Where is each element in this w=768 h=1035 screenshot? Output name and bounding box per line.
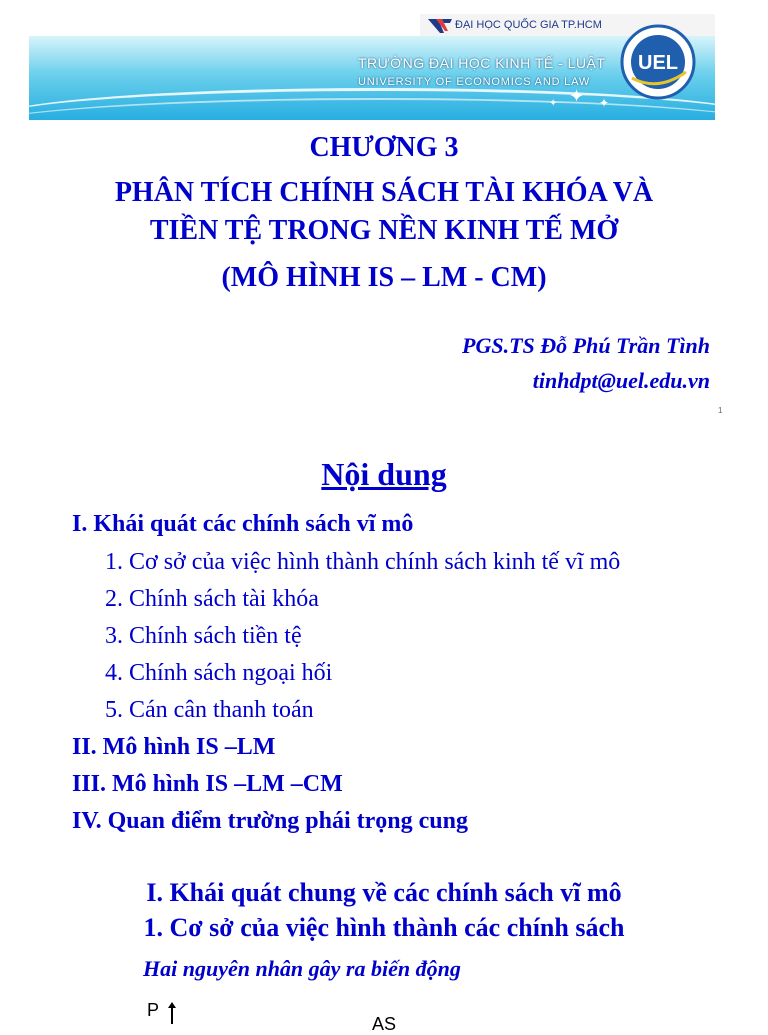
author-name: PGS.TS Đỗ Phú Trần Tình: [462, 333, 710, 358]
toc-item: 1. Cơ sở của việc hình thành chính sách kinh tế vĩ mô: [105, 549, 621, 575]
toc-item: IV. Quan điểm trường phái trọng cung: [72, 808, 468, 834]
toc-item: II. Mô hình IS –LM: [72, 734, 276, 760]
page-number: 1: [718, 406, 723, 415]
star-icon: ✦: [569, 86, 585, 106]
section-heading: I. Khái quát chung về các chính sách vĩ mô: [146, 878, 622, 907]
toc-item: III. Mô hình IS –LM –CM: [72, 771, 343, 797]
toc-item: 4. Chính sách ngoại hối: [105, 660, 333, 686]
title-line-3: (MÔ HÌNH IS – LM - CM): [221, 262, 547, 293]
uel-logo-icon: [618, 22, 698, 102]
vnu-logo-icon: [428, 17, 452, 35]
toc-item: I. Khái quát các chính sách vĩ mô: [72, 511, 414, 537]
causes-heading: Hai nguyên nhân gây ra biến động: [143, 956, 461, 981]
axis-label-as: AS: [372, 1014, 397, 1034]
vnu-name: ĐẠI HỌC QUỐC GIA TP.HCM: [455, 19, 602, 31]
title-line-1: PHÂN TÍCH CHÍNH SÁCH TÀI KHÓA VÀ: [114, 177, 654, 208]
toc-item: 5. Cán cân thanh toán: [105, 697, 314, 723]
contents-heading: Nội dung: [321, 456, 447, 492]
school-name-vn: TRƯỜNG ĐẠI HỌC KINH TẾ - LUẬT: [358, 55, 606, 71]
uel-logo-text: UEL: [638, 52, 678, 74]
title-line-2: TIỀN TỆ TRONG NỀN KINH TẾ MỞ: [149, 215, 619, 246]
toc-item: 2. Chính sách tài khóa: [105, 586, 319, 612]
chapter-label: CHƯƠNG 3: [309, 132, 459, 163]
star-icon: ✦: [549, 98, 558, 109]
axis-label-p: P: [147, 1000, 160, 1020]
star-icon: ✦: [599, 96, 610, 110]
school-name-en: UNIVERSITY OF ECONOMICS AND LAW: [358, 76, 590, 88]
y-axis-arrow-icon: [166, 1002, 178, 1024]
author-email[interactable]: tinhdpt@uel.edu.vn: [532, 368, 710, 393]
toc-item: 3. Chính sách tiền tệ: [105, 623, 302, 649]
subsection-heading: 1. Cơ sở của việc hình thành các chính sách: [143, 913, 625, 942]
